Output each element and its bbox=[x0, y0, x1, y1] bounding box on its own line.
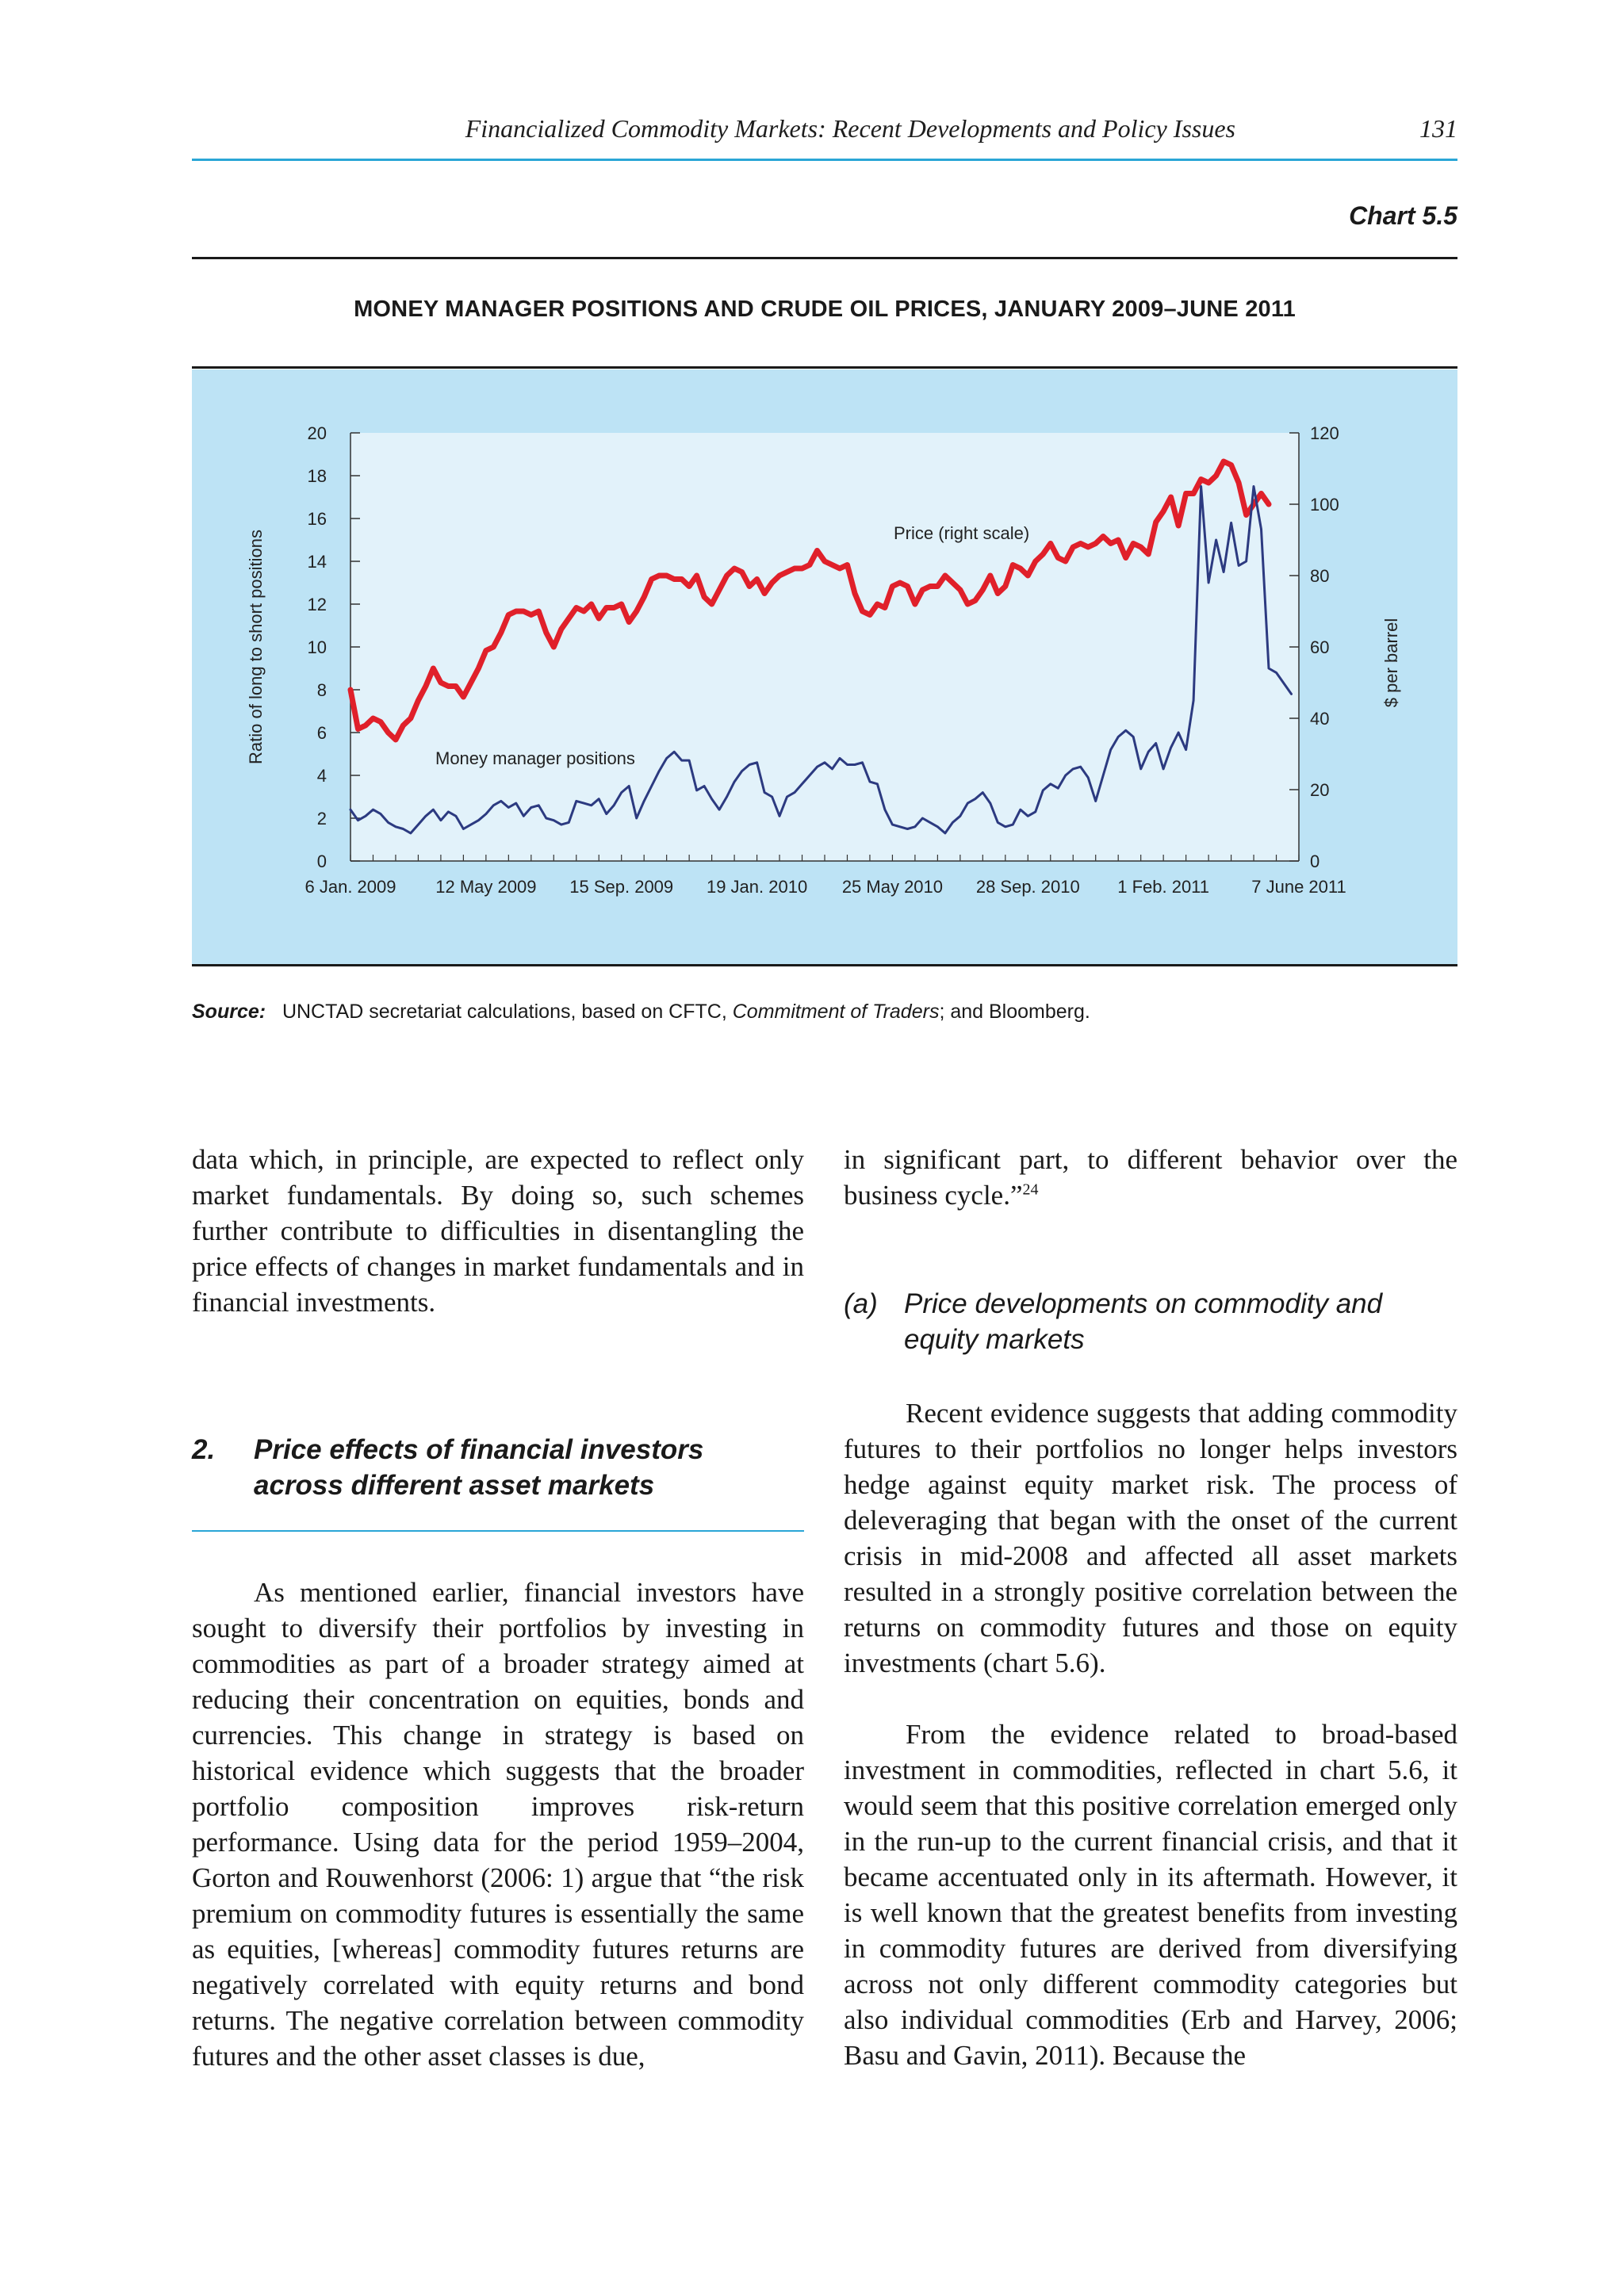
chart-panel-top-rule bbox=[192, 366, 1457, 369]
section-heading bbox=[192, 1432, 804, 1503]
right-paragraph-3: From the evidence related to broad-based investment in commodities, reflected in chart 5.6, it would seem that this positive correlation emerged only in the run-up to the current financial crisis, and that it became accentuated only in its aftermath. However, it is well known that the greatest benefits from investing in commodity futures are derived from diversifying across not only different commodity categories but also individual commodities (Erb and Harvey, 2006; Basu and Gavin, 2011). Because the bbox=[844, 1719, 1457, 2071]
right-tick-label: 20 bbox=[1310, 780, 1330, 800]
line-chart bbox=[192, 369, 1457, 966]
x-tick-label: 6 Jan. 2009 bbox=[304, 877, 396, 897]
header-rule bbox=[192, 159, 1457, 161]
right-tick-label: 0 bbox=[1310, 851, 1320, 871]
source-label: Source: bbox=[192, 1001, 266, 1023]
running-header bbox=[192, 114, 1457, 152]
right-tick-label: 60 bbox=[1310, 637, 1330, 657]
x-tick-label: 28 Sep. 2010 bbox=[975, 877, 1080, 897]
left-axis-title: Ratio of long to short positions bbox=[246, 530, 266, 764]
section-title-line-1: Price effects of financial investors bbox=[254, 1434, 704, 1465]
right-tick-label: 80 bbox=[1310, 566, 1330, 586]
chart-top-rule bbox=[192, 257, 1457, 259]
chart-panel-bottom-rule bbox=[192, 964, 1457, 966]
x-tick-label: 25 May 2010 bbox=[841, 877, 944, 897]
left-tick-label: 6 bbox=[316, 723, 327, 743]
right-axis-title: $ per barrel bbox=[1381, 618, 1401, 708]
x-tick-label: 7 June 2011 bbox=[1251, 877, 1346, 897]
left-tick-label: 20 bbox=[307, 423, 327, 443]
right-paragraph-2: Recent evidence suggests that adding commodity futures to their portfolios no longer helps investors hedge against equity market risk. The process of deleveraging that began with the onset of the current crisis in mid-2008 and affected all asset markets resulted in a strongly positive correlation between the returns on commodity futures and those on equity investments (chart 5.6). bbox=[844, 1398, 1457, 1678]
left-tick-label: 18 bbox=[307, 466, 327, 486]
subsection-heading bbox=[844, 1286, 1457, 1357]
left-tick-label: 10 bbox=[307, 637, 327, 657]
source-title: Commitment of Traders bbox=[732, 1001, 940, 1023]
subsection-title-line-1: Price developments on commodity and bbox=[904, 1288, 1383, 1319]
chart-source bbox=[192, 1001, 1090, 1024]
x-tick-label: 19 Jan. 2010 bbox=[706, 877, 808, 897]
x-tick-label: 1 Feb. 2011 bbox=[1117, 877, 1210, 897]
left-tick-label: 0 bbox=[316, 851, 327, 871]
running-title: Financialized Commodity Markets: Recent Developments and Policy Issues bbox=[465, 114, 1235, 143]
x-tick-label: 12 May 2009 bbox=[435, 877, 537, 897]
left-tick-label: 2 bbox=[316, 809, 327, 828]
chart-title: MONEY MANAGER POSITIONS AND CRUDE OIL PRICES, JANUARY 2009–JUNE 2011 bbox=[354, 297, 1296, 322]
left-tick-label: 12 bbox=[307, 595, 327, 614]
source-text-before: UNCTAD secretariat calculations, based on CFTC, bbox=[282, 1001, 733, 1023]
right-tick-label: 40 bbox=[1310, 709, 1330, 729]
right-column-body bbox=[844, 1395, 1457, 2073]
chart-panel bbox=[192, 369, 1457, 966]
left-paragraph-1: data which, in principle, are expected to reflect only market fundamentals. By doing so, such schemes further contribute to difficulties in disentangling the price effects of changes in market fundamentals and in financial investments. bbox=[192, 1144, 804, 1318]
left-tick-label: 14 bbox=[307, 552, 327, 572]
left-tick-label: 4 bbox=[316, 766, 327, 786]
price-series-label: Price (right scale) bbox=[894, 523, 1030, 543]
source-text-after: ; and Bloomberg. bbox=[939, 1001, 1090, 1023]
left-paragraph-2: As mentioned earlier, financial investors have sought to diversify their portfolios by investing in commodities as part of a broader strategy aimed at reducing their concentration on equities, bonds and currencies. This change in strategy is based on historical evidence which suggests that the broader portfolio composition improves risk-return performance. Using data for the period 1959–2004, Gorton and Rouwenhorst (2006: 1) argue that “the risk premium on commodity futures is essentially the same as equities, [whereas] commodity futures returns are negatively correlated with equity returns and bond returns. The negative correlation between commodity futures and the other asset classes is due, bbox=[192, 1577, 804, 2072]
left-column-body bbox=[192, 1575, 804, 2074]
positions-series-label: Money manager positions bbox=[435, 748, 635, 768]
left-tick-label: 8 bbox=[316, 680, 327, 700]
subsection-title-line-2: equity markets bbox=[904, 1324, 1085, 1355]
right-column bbox=[844, 1142, 1457, 1213]
section-rule bbox=[192, 1530, 804, 1532]
right-tick-label: 100 bbox=[1310, 495, 1339, 515]
section-number: 2. bbox=[192, 1434, 216, 1465]
x-tick-label: 15 Sep. 2009 bbox=[569, 877, 674, 897]
section-title-line-2: across different asset markets bbox=[254, 1470, 655, 1501]
subsection-label: (a) bbox=[844, 1288, 878, 1319]
chart-label: Chart 5.5 bbox=[1349, 201, 1457, 230]
left-tick-label: 16 bbox=[307, 509, 327, 529]
right-tick-label: 120 bbox=[1310, 423, 1339, 443]
right-paragraph-1: in significant part, to different behavior over the business cycle.”$^{24}$ bbox=[844, 1144, 1457, 1211]
footnote-ref[interactable]: 24 bbox=[1022, 1181, 1039, 1199]
page-number: 131 bbox=[1419, 114, 1457, 143]
left-column bbox=[192, 1142, 804, 1320]
